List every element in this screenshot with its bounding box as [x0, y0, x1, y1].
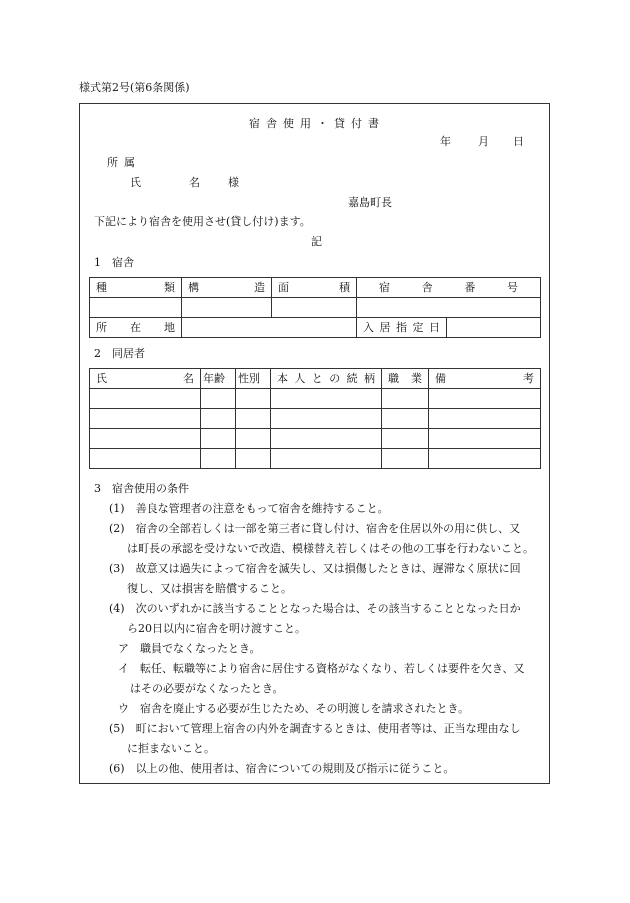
- section-2-heading: 2 同居者: [94, 347, 145, 360]
- form-title: 宿舎使用・貸付書: [249, 117, 385, 130]
- condition-line: イ 転任、転職等により宿舎に居住する資格がなくなり、若しくは要件を欠き、又: [118, 662, 525, 675]
- condition-line: ら20日以内に宿舎を明け渡すこと。: [127, 622, 306, 635]
- condition-line: は町長の承認を受けないで改造、模様替え若しくはその他の工事を行わないこと。: [127, 542, 534, 555]
- cell-move-in-date: [447, 318, 541, 338]
- issuer: 嘉島町長: [348, 196, 392, 209]
- header-location: 所在地: [96, 320, 175, 334]
- dorm-table: [89, 277, 541, 338]
- condition-line: (5) 町において管理上宿舎の内外を調査するときは、使用者等は、正当な理由なし: [109, 722, 521, 735]
- table-row: [90, 449, 541, 469]
- cell-location: [182, 318, 357, 338]
- affiliation-label: 所属: [107, 156, 141, 169]
- section-1-heading: 1 宿舎: [94, 256, 134, 269]
- condition-line: (1) 善良な管理者の注意をもって宿舎を維持すること。: [109, 502, 389, 515]
- header-occupation: 職業: [388, 371, 422, 385]
- table-row: [90, 429, 541, 449]
- condition-line: に拒まないこと。: [127, 742, 215, 755]
- condition-line: (2) 宿舎の全部若しくは一部を第三者に貸し付け、宿舎を住居以外の用に供し、又: [109, 522, 521, 535]
- form-reference: 様式第2号(第6条関係): [79, 81, 190, 94]
- condition-line: 復し、又は損害を賠償すること。: [127, 582, 292, 595]
- cell-area: [272, 298, 357, 318]
- header-area: 面積: [278, 280, 350, 294]
- header-relation: 本人との続柄: [277, 371, 375, 385]
- header-age: 年齢: [201, 369, 236, 389]
- ki-mark: 記: [311, 235, 322, 248]
- cohabitant-table: [89, 368, 541, 469]
- section-3-heading: 3 宿舎使用の条件: [94, 482, 189, 495]
- header-type: 種類: [96, 280, 175, 294]
- date-month: 月: [478, 135, 489, 148]
- header-name: 氏名: [96, 371, 194, 385]
- intro-text: 下記により宿舎を使用させ(貸し付け)ます。: [94, 215, 311, 228]
- honorific: 様: [228, 176, 239, 189]
- date-year: 年: [440, 135, 451, 148]
- date-day: 日: [513, 135, 524, 148]
- cell-type: [90, 298, 182, 318]
- condition-line: はその必要がなくなったとき。: [130, 682, 284, 695]
- header-move-in-date: 入居指定日: [363, 320, 440, 334]
- condition-line: (4) 次のいずれかに該当することとなった場合は、その該当することとなった日か: [109, 602, 521, 615]
- header-structure: 構造: [188, 280, 265, 294]
- condition-line: ア 職員でなくなったとき。: [118, 642, 261, 655]
- cell-structure: [182, 298, 272, 318]
- header-dorm-number: 宿舎番号: [379, 280, 518, 294]
- table-row: [90, 389, 541, 409]
- header-remarks: 備考: [435, 371, 534, 385]
- cell-dorm-number: [357, 298, 541, 318]
- header-sex: 性別: [236, 369, 271, 389]
- name-label: 氏: [130, 176, 141, 189]
- condition-line: (6) 以上の他、使用者は、宿舎についての規則及び指示に従うこと。: [109, 762, 455, 775]
- table-row: [90, 409, 541, 429]
- condition-line: ウ 宿舎を廃止する必要が生じたため、その明渡しを請求されたとき。: [118, 702, 470, 715]
- condition-line: (3) 故意又は過失によって宿舎を滅失し、又は損傷したときは、遅滞なく原状に回: [109, 562, 521, 575]
- name-label-2: 名: [189, 176, 200, 189]
